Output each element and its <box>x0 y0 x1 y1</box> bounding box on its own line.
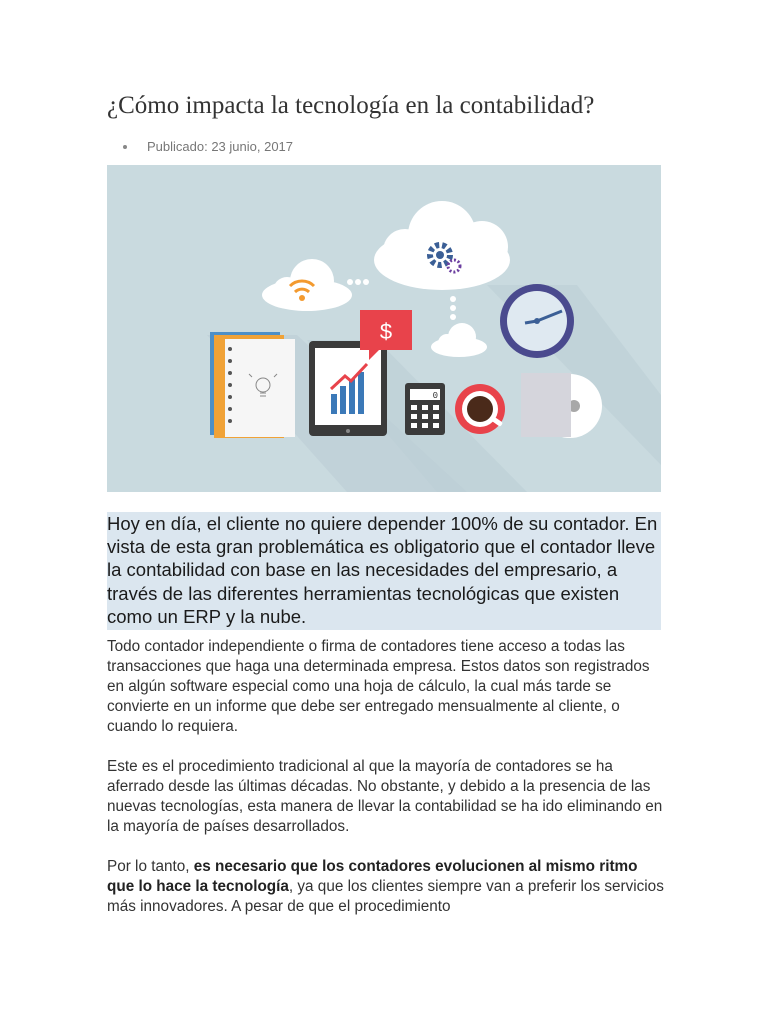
paragraph-3-rest: , ya que los clientes siempre van a preferir los servicios más innovadores. A pesar de que el procedimiento <box>107 878 664 915</box>
hero-illustration <box>107 165 661 492</box>
tablet-chart-icon <box>309 341 387 436</box>
cd-case-icon <box>521 373 602 438</box>
lead-highlight <box>107 512 661 630</box>
paragraph-3-emphasis: es necesario que los contadores evolucionen al mismo ritmo que lo hace la tecnología <box>107 858 638 895</box>
clock-icon <box>500 284 574 358</box>
lead-paragraph: Hoy en día, el cliente no quiere depender 100% de su contador. En vista de esta gran problemática es obligatorio que el contador lleve la contabilidad con base en las necesidades del empresario, a través de las diferentes herramientas tecnológicas que existen como un ERP y la nube. <box>107 513 658 627</box>
bullet-icon <box>123 145 127 149</box>
paragraph-1: Todo contador independiente o firma de contadores tiene acceso a todas las transacciones que haga una determinada empresa. Estos datos son registrados en algún software especial como una hoja de cálculo, la cual más tarde se convierte en un informe que debe ser entregado mensualmente al cliente, o cuando lo requiera. <box>107 638 650 735</box>
paragraph-3-intro: Por lo tanto, <box>107 858 194 875</box>
publish-meta <box>124 139 293 154</box>
coffee-cup-icon <box>455 384 505 434</box>
dollar-symbol: $ <box>379 319 393 344</box>
publish-date: Publicado: 23 junio, 2017 <box>147 139 294 154</box>
paragraph-2: Este es el procedimiento tradicional al que la mayoría de contadores se ha aferrado desde las últimas décadas. No obstante, y debido a la presencia de las nuevas tecnologías, esta manera de llevar la contabilidad se ha ido eliminando en la mayoría de países desarrollados. <box>107 758 663 835</box>
article-body <box>107 637 667 937</box>
calculator-icon <box>405 383 445 435</box>
calculator-display: 0 <box>432 391 438 401</box>
notebook-icon <box>210 332 295 438</box>
article-title: ¿Cómo impacta la tecnología en la contabilidad? <box>107 92 595 119</box>
paragraph-3 <box>107 857 667 917</box>
